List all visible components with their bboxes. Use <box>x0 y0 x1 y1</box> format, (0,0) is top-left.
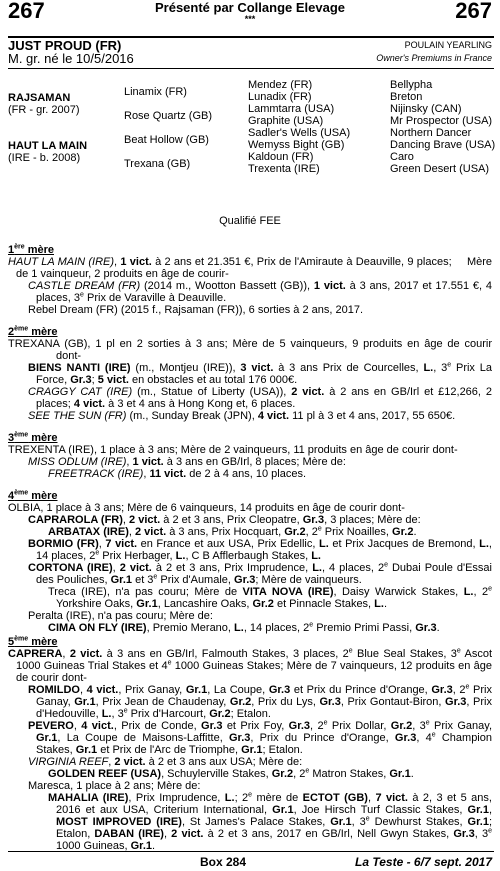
produce-entry: Treca (IRE), n'a pas couru; Mère de VITA NOVA (IRE), Daisy Warwick Stakes, L., 2e Yorkshire Oaks, Gr.1, Lancashire Oaks, Gr.2 et Pinnacle Stakes, L.. <box>48 585 492 610</box>
pedigree-gen4: Bellypha <box>390 79 433 91</box>
stars: *** <box>244 14 256 24</box>
produce-entry: SEE THE SUN (FR) (m., Sunday Break (JPN), 4 vict. 11 pl à 3 et 4 ans, 2017, 55 650€. <box>28 410 456 422</box>
pedigree-gen3: Graphite (USA) <box>248 115 324 127</box>
sale-place-date: La Teste - 6/7 sept. 2017 <box>355 855 492 869</box>
horse-name: JUST PROUD (FR) <box>8 38 122 53</box>
section-second-dam: 2ème mère <box>8 325 58 338</box>
produce-entry: GOLDEN REEF (USA), Schuylerville Stakes, Gr.2, 2e Matron Stakes, Gr.1. <box>48 767 414 780</box>
family-text <box>8 236 492 852</box>
presenter: Présenté par Collange Elevage <box>154 0 346 15</box>
produce-entry: HAUT LA MAIN (IRE), 1 vict. à 2 ans et 21.351 €, Prix de l'Amiraute à Deauville, 9 places; Mère de 1 vainqueur, 2 produits en âge de courir- <box>8 256 493 280</box>
box-number: Box 284 <box>200 855 247 869</box>
pedigree-gen3: Lammtarra (USA) <box>248 103 335 115</box>
pedigree-gen3: Mendez (FR) <box>248 79 313 91</box>
produce-entry: Peralta (IRE), n'a pas couru; Mère de: <box>28 610 213 622</box>
pedigree-rule <box>8 68 494 69</box>
produce-entry: MAHALIA (IRE), Prix Imprudence, L.; 2e mère de ECTOT (GB), 7 vict. à 2, 3 et 5 ans, 2016 et aux USA, Criterium International, Gr.1, Joe Hirsch Turf Classic Stakes, Gr.1, MOST IMPROVED (IRE), St James's Palace Stakes, Gr.1, 3e Dewhurst Stakes, Gr.1; Etalon, DABAN (IRE), 2 vict. à 2 et 3 ans, 2017 en GB/Irl, Nell Gwyn Stakes, Gr.3, 3e 1000 Guineas, Gr.1. <box>48 791 492 852</box>
produce-entry: BIENS NANTI (IRE) (m., Montjeu (IRE)), 3 vict. à 3 ans Prix de Courcelles, L., 3e Prix La Force, Gr.3; 5 vict. en obstacles et au total 176 000€. <box>28 361 493 386</box>
produce-entry: Rebel Dream (FR) (2015 f., Rajsaman (FR)), 6 sorties à 2 ans, 2017. <box>28 304 364 316</box>
lot-header <box>0 0 500 36</box>
produce-entry: ROMILDO, 4 vict., Prix Ganay, Gr.1, La Coupe, Gr.3 et Prix du Prince d'Orange, Gr.3, 2e Prix Ganay, Gr.1, Prix Jean de Chaudenay, Gr.2, Prix du Lys, Gr.3, Prix Gontaut-Biron, Gr.3, Prix d'Hedouville, L., 3e Prix d'Harcourt, Gr.2; Etalon. <box>28 683 492 720</box>
section-fourth-dam: 4ème mère <box>8 489 58 502</box>
pedigree-gen3: Sadler's Wells (USA) <box>248 127 351 139</box>
pedigree-gen2: Beat Hollow (GB) <box>124 134 209 146</box>
produce-entry: CORTONA (IRE), 2 vict. à 2 et 3 ans, Prix Imprudence, L., 4 places, 2e Dubai Poule d'Essai des Pouliches, Gr.1 et 3e Prix d'Aumale, Gr.3; Mère de vainqueurs. <box>28 561 492 586</box>
pedigree-gen3: Trexenta (IRE) <box>248 163 320 175</box>
pedigree-gen3: Wemyss Bight (GB) <box>248 139 345 151</box>
produce-entry: FREETRACK (IRE), 11 vict. de 2 à 4 ans, 10 places. <box>48 468 307 480</box>
pedigree-gen4: Caro <box>390 151 414 163</box>
section-third-dam: 3ème mère <box>8 431 58 444</box>
produce-entry: CASTLE DREAM (FR) (2014 m., Wootton Bassett (GB)), 1 vict. à 3 ans, 2017 et 17.551 €, 4 places, 3e Prix de Varaville à Deauville. <box>28 280 492 304</box>
produce-entry: VIRGINIA REEF, 2 vict. à 2 et 3 ans aux USA; Mère de: <box>28 756 303 768</box>
produce-entry: OLBIA, 1 place à 3 ans; Mère de 6 vainqueurs, 14 produits en âge de courir dont- <box>8 502 405 514</box>
produce-entry: TREXENTA (IRE), 1 place à 3 ans; Mère de 2 vainqueurs, 11 produits en âge de courir dont- <box>8 444 458 456</box>
section-fifth-dam: 5ème mère <box>8 635 58 648</box>
pedigree-gen4: Green Desert (USA) <box>390 163 490 175</box>
produce-entry: PEVERO, 4 vict., Prix de Conde, Gr.3 et Prix Foy, Gr.3, 2e Prix Dollar, Gr.2, 3e Prix Ganay, Gr.1, La Coupe de Maisons-Laffitte, Gr.3, Prix du Prince d'Orange, Gr.3, 4e Champion Stakes, Gr.1 et Prix de l'Arc de Triomphe, Gr.1; Etalon. <box>28 719 493 756</box>
pedigree-gen4: Northern Dancer <box>390 127 472 139</box>
pedigree-gen4: Nijinsky (CAN) <box>390 103 462 115</box>
pedigree-gen4: Breton <box>390 91 423 103</box>
footer-rule <box>8 851 494 852</box>
pedigree-gen3: Lunadix (FR) <box>248 91 312 103</box>
pedigree-gen2: Linamix (FR) <box>124 86 187 98</box>
produce-entry: TREXANA (GB), 1 pl en 2 sorties à 3 ans; Mère de 5 vainqueurs, 9 produits en âge de courir dont- <box>8 338 492 362</box>
produce-entry: Maresca, 1 place à 2 ans; Mère de: <box>28 780 201 792</box>
lot-number-right: 267 <box>455 0 492 23</box>
pedigree-gen4: Mr Prospector (USA) <box>390 115 493 127</box>
pedigree-gen4: Dancing Brave (USA) <box>390 139 496 151</box>
pedigree-dam-detail: (IRE - b. 2008) <box>8 152 81 164</box>
lot-number-left: 267 <box>8 0 45 23</box>
owners-premiums: Owner's Premiums in France <box>376 53 492 63</box>
horse-birth: M. gr. né le 10/5/2016 <box>8 51 134 66</box>
pedigree-sire-detail: (FR - gr. 2007) <box>8 104 80 116</box>
produce-entry: ARBATAX (IRE), 2 vict. à 3 ans, Prix Hocquart, Gr.2, 2e Prix Noailles, Gr.2. <box>48 525 417 538</box>
pedigree-sire: RAJSAMAN <box>8 92 71 104</box>
produce-entry: CIMA ON FLY (IRE), Premio Merano, L., 14 places, 2e Premio Primi Passi, Gr.3. <box>48 621 440 634</box>
qualification: Qualifié FEE <box>219 215 281 227</box>
horse-category: POULAIN YEARLING <box>404 40 492 50</box>
produce-entry: CRAGGY CAT (IRE) (m., Statue of Liberty (USA)), 2 vict. à 2 ans en GB/Irl et £12,266, 2 places; 4 vict. à 3 et 4 ans à Hong Kong et, 6 places. <box>28 386 493 410</box>
produce-entry: CAPRAROLA (FR), 2 vict. à 2 et 3 ans, Prix Cleopatre, Gr.3, 3 places; Mère de: <box>28 514 421 526</box>
produce-entry: CAPRERA, 2 vict. à 3 ans en GB/Irl, Falmouth Stakes, 3 places, 2e Blue Seal Stakes, 3e Ascot 1000 Guineas Trial Stakes et 4e 1000 Guineas Stakes; Mère de 7 vainqueurs, 12 produits en âge de courir dont- <box>8 647 493 684</box>
pedigree-gen2: Rose Quartz (GB) <box>124 110 213 122</box>
section-first-dam: 1ère mère <box>8 243 54 256</box>
produce-entry: MISS ODLUM (IRE), 1 vict. à 3 ans en GB/Irl, 8 places; Mère de: <box>28 456 346 468</box>
produce-entry: BORMIO (FR), 7 vict. en France et aux USA, Prix Edellic, L. et Prix Jacques de Bremond, L., 14 places, 2e Prix Herbager, L., C B Afflerbaugh Stakes, L. <box>28 538 492 562</box>
pedigree-gen3: Kaldoun (FR) <box>248 151 314 163</box>
pedigree-dam: HAUT LA MAIN <box>8 140 88 152</box>
pedigree-gen2: Trexana (GB) <box>124 158 191 170</box>
